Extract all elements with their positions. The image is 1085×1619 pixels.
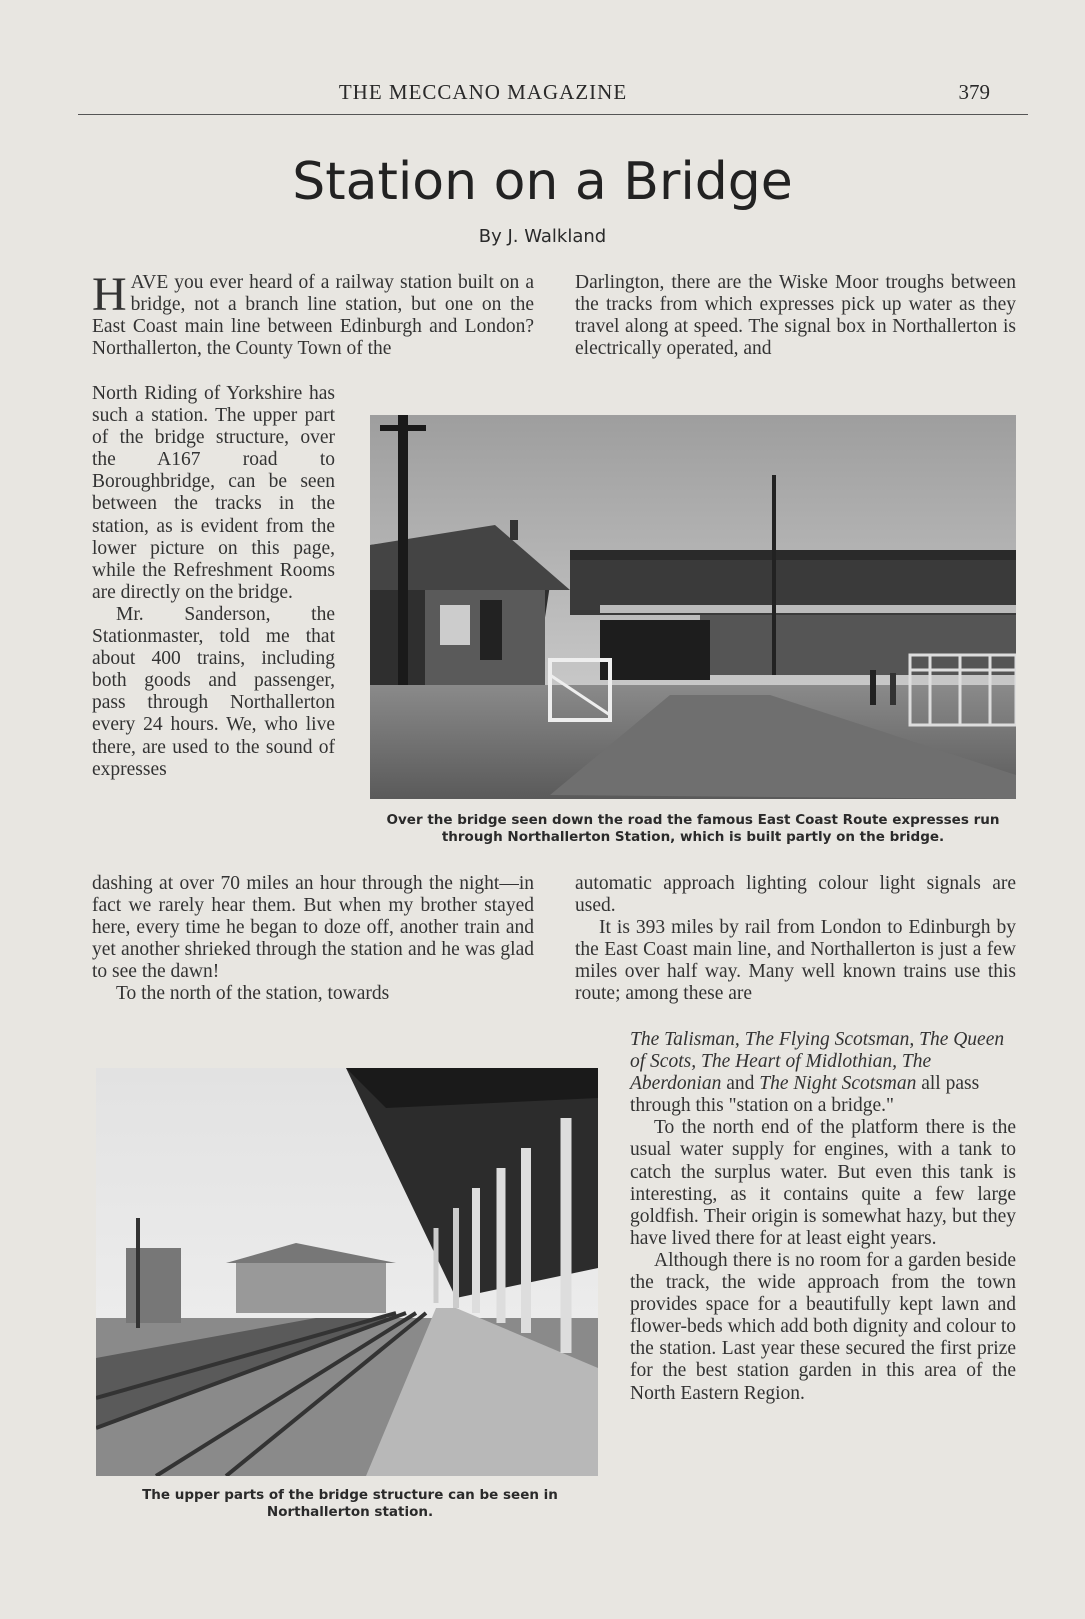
upper-photo-caption: Over the bridge seen down the road the famous East Coast Route expresses run through Northallerton Station, which is built partly on the bridge. (386, 812, 1000, 845)
right-column-middle (575, 873, 1016, 1006)
paragraph-stationmaster: Mr. Sanderson, the Stationmaster, told me that about 400 trains, including both goods and passenger, pass through Northallerton every 24 hours. We, who live there, are used to the sound of expresses (92, 603, 335, 780)
magazine-title: THE MECCANO MAGAZINE (338, 80, 628, 104)
paragraph-wiske-moor: Darlington, there are the Wiske Moor troughs between the tracks from which expresses pick up water as they travel along at speed. The signal box in Northallerton is electrically operated, and (575, 272, 1016, 360)
left-column-bottom (92, 873, 534, 1006)
running-header (78, 80, 1028, 115)
train-heart-of-midlothian: The Heart of Midlothian, (700, 1051, 898, 1073)
train-aberdonian: The Aberdonian (630, 1051, 932, 1095)
page-number: 379 (958, 80, 990, 104)
platform-photo-icon (96, 1068, 598, 1476)
intro-paragraph: AVE you ever heard of a railway station built on a bridge, not a branch line station, but one on the East Coast main line between Edinburgh and London? Northallerton, the County Town of the (92, 272, 534, 360)
paragraph-colour-light: automatic approach lighting colour light signals are used. (575, 873, 1016, 917)
drop-cap: H (92, 268, 127, 321)
trains-and: and (726, 1073, 755, 1095)
paragraph-393-miles: It is 393 miles by rail from London to Edinburgh by the East Coast main line, and Northallerton is just a few miles over half way. Many well known trains use this route; among these are (575, 917, 1016, 1005)
paragraph-north-of-station: To the north of the station, towards (116, 983, 390, 1005)
lower-photo-caption: The upper parts of the bridge structure can be seen in Northallerton station. (142, 1487, 558, 1520)
road-bridge-photo-icon (370, 415, 1016, 799)
right-column-top (575, 272, 1016, 360)
paragraph-garden: Although there is no room for a garden beside the track, the wide approach from the town provides space for a beautifully kept lawn and flower-beds which add both dignity and colour to the station. Last year these secured the first prize for the best station garden in this area of the North Eastern Region. (630, 1249, 1016, 1404)
train-flying-scotsman: The Flying Scotsman, (744, 1029, 915, 1050)
paragraph-goldfish: To the north end of the platform there is the usual water supply for engines, with a tank to catch the surplus water. But even this tank is interesting, as it contains quite a few large goldfish. Their origin is somewhat hazy, but they have lived there for at least eight years. (630, 1117, 1016, 1249)
right-column-narrow (630, 1029, 1016, 1405)
train-queen-of-scots: The Queen of Scots, (630, 1029, 1005, 1073)
article-title: Station on a Bridge (292, 152, 793, 212)
article-byline: By J. Walkland (478, 226, 607, 247)
lower-photo-platform (96, 1068, 598, 1476)
paragraph-night-expresses: dashing at over 70 miles an hour through the night—in fact we rarely hear them. But when my brother stayed here, every time he began to doze off, another train and yet another shrieked through the station and he was glad to see the dawn! (92, 873, 534, 983)
upper-photo-station-road (370, 415, 1016, 799)
paragraph-north-riding: North Riding of Yorkshire has such a station. The upper part of the bridge structure, over the A167 road to Boroughbridge, can be seen between the tracks in the station, as is evident from the lower picture on this page, while the Refreshment Rooms are directly on the bridge. (92, 383, 335, 603)
train-night-scotsman: The Night Scotsman (759, 1073, 917, 1095)
trains-rest: all pass through this "station on a bridge." (630, 1073, 980, 1117)
train-talisman: The Talisman, (630, 1029, 740, 1050)
left-column-narrow (92, 383, 335, 781)
paragraph-named-trains (630, 1029, 1016, 1117)
left-column-intro (92, 268, 534, 360)
